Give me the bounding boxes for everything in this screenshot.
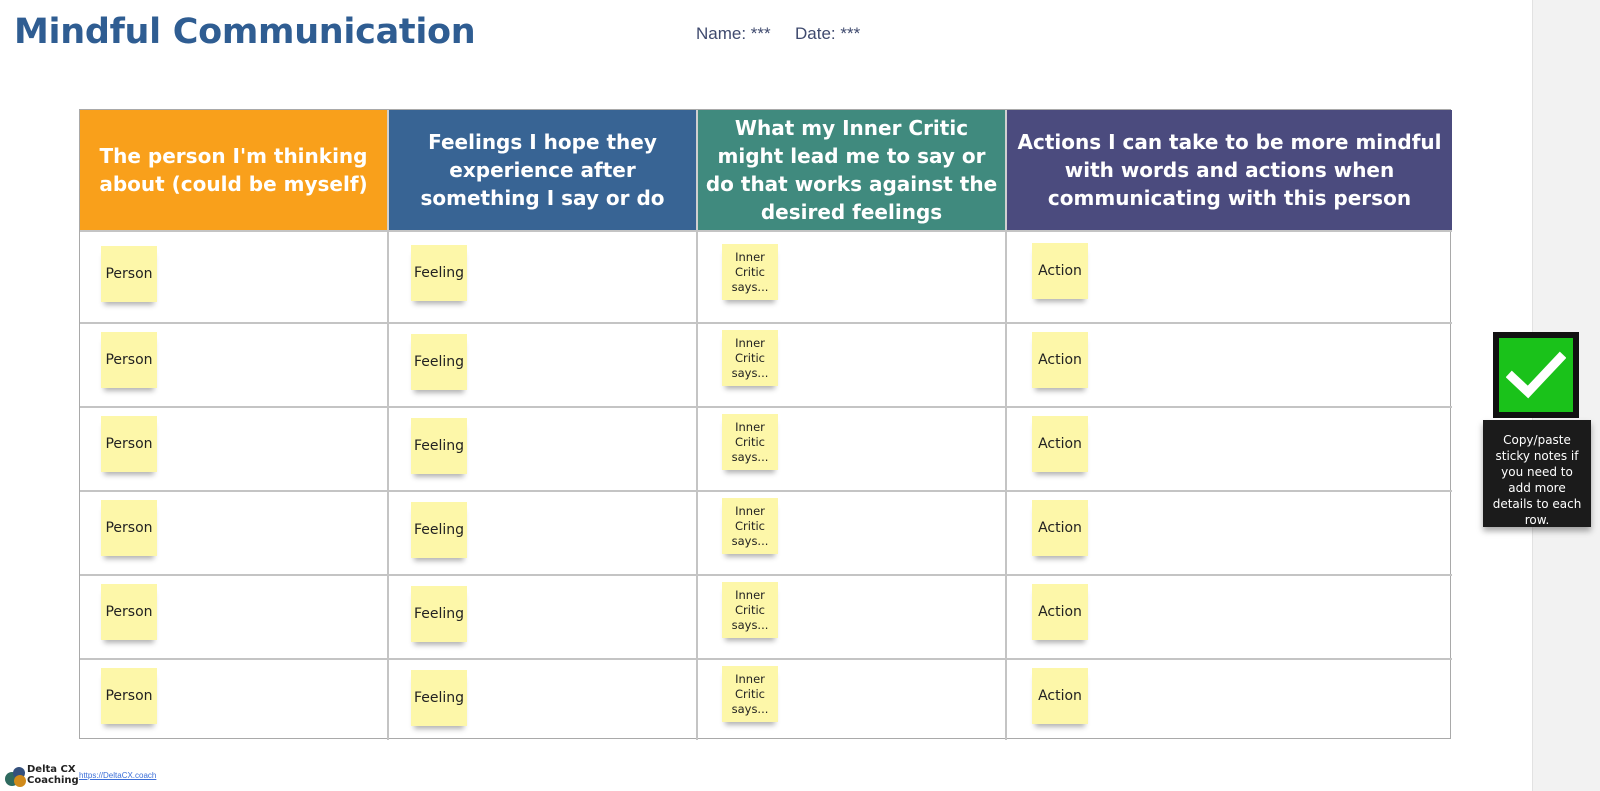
sticky-note-person[interactable]: Person bbox=[101, 246, 157, 302]
table-cell bbox=[698, 406, 1007, 490]
header-person: The person I'm thinking about (could be myself) bbox=[80, 110, 389, 230]
website-link[interactable]: https://DeltaCX.coach bbox=[79, 771, 157, 780]
table-cell bbox=[1007, 230, 1452, 322]
table-cell bbox=[698, 574, 1007, 658]
header-inner-critic: What my Inner Critic might lead me to say or do that works against the desired feelings bbox=[698, 110, 1007, 230]
worksheet-table bbox=[79, 109, 1451, 739]
sticky-note-feeling[interactable]: Feeling bbox=[411, 670, 467, 726]
sticky-note-person[interactable]: Person bbox=[101, 332, 157, 388]
table-cell bbox=[80, 322, 389, 406]
sticky-note-action[interactable]: Action bbox=[1032, 584, 1088, 640]
sticky-note-person[interactable]: Person bbox=[101, 416, 157, 472]
table-cell bbox=[698, 658, 1007, 740]
sticky-note-feeling[interactable]: Feeling bbox=[411, 502, 467, 558]
date-field[interactable]: Date: *** bbox=[795, 24, 861, 43]
sticky-note-person[interactable]: Person bbox=[101, 584, 157, 640]
header-actions: Actions I can take to be more mindful with words and actions when communicating with this person bbox=[1007, 110, 1452, 230]
name-field[interactable]: Name: *** bbox=[696, 24, 771, 43]
table-cell bbox=[80, 406, 389, 490]
page-title: Mindful Communication bbox=[14, 12, 476, 52]
sticky-note-person[interactable]: Person bbox=[101, 500, 157, 556]
sticky-note-inner-critic[interactable]: Inner Critic says... bbox=[722, 666, 778, 722]
table-cell bbox=[1007, 658, 1452, 740]
table-cell bbox=[80, 658, 389, 740]
table-cell bbox=[80, 230, 389, 322]
sticky-note-inner-critic[interactable]: Inner Critic says... bbox=[722, 330, 778, 386]
table-cell bbox=[389, 574, 698, 658]
sticky-note-inner-critic[interactable]: Inner Critic says... bbox=[722, 244, 778, 300]
sticky-note-action[interactable]: Action bbox=[1032, 416, 1088, 472]
sticky-note-feeling[interactable]: Feeling bbox=[411, 334, 467, 390]
table-cell bbox=[698, 230, 1007, 322]
table-cell bbox=[698, 490, 1007, 574]
sticky-note-inner-critic[interactable]: Inner Critic says... bbox=[722, 414, 778, 470]
table-cell bbox=[389, 490, 698, 574]
table-cell bbox=[80, 574, 389, 658]
sticky-note-feeling[interactable]: Feeling bbox=[411, 245, 467, 301]
sticky-note-feeling[interactable]: Feeling bbox=[411, 586, 467, 642]
sticky-note-action[interactable]: Action bbox=[1032, 668, 1088, 724]
sticky-note-feeling[interactable]: Feeling bbox=[411, 418, 467, 474]
table-cell bbox=[1007, 406, 1452, 490]
table-cell bbox=[389, 658, 698, 740]
sticky-note-person[interactable]: Person bbox=[101, 668, 157, 724]
delta-cx-logo-icon bbox=[4, 764, 28, 788]
done-checkbox[interactable] bbox=[1493, 332, 1579, 418]
table-cell bbox=[389, 406, 698, 490]
sticky-note-inner-critic[interactable]: Inner Critic says... bbox=[722, 498, 778, 554]
table-cell bbox=[1007, 490, 1452, 574]
brand-name: Delta CX Coaching bbox=[27, 764, 79, 786]
table-cell bbox=[698, 322, 1007, 406]
sticky-note-action[interactable]: Action bbox=[1032, 332, 1088, 388]
sticky-note-action[interactable]: Action bbox=[1032, 500, 1088, 556]
table-cell bbox=[1007, 574, 1452, 658]
table-cell bbox=[389, 322, 698, 406]
sticky-note-action[interactable]: Action bbox=[1032, 243, 1088, 299]
table-cell bbox=[80, 490, 389, 574]
checkmark-icon bbox=[1499, 338, 1573, 412]
table-cell bbox=[389, 230, 698, 322]
sticky-note-inner-critic[interactable]: Inner Critic says... bbox=[722, 582, 778, 638]
instruction-note: Copy/paste sticky notes if you need to add more details to each row. bbox=[1483, 420, 1591, 527]
table-cell bbox=[1007, 322, 1452, 406]
header-feelings: Feelings I hope they experience after something I say or do bbox=[389, 110, 698, 230]
